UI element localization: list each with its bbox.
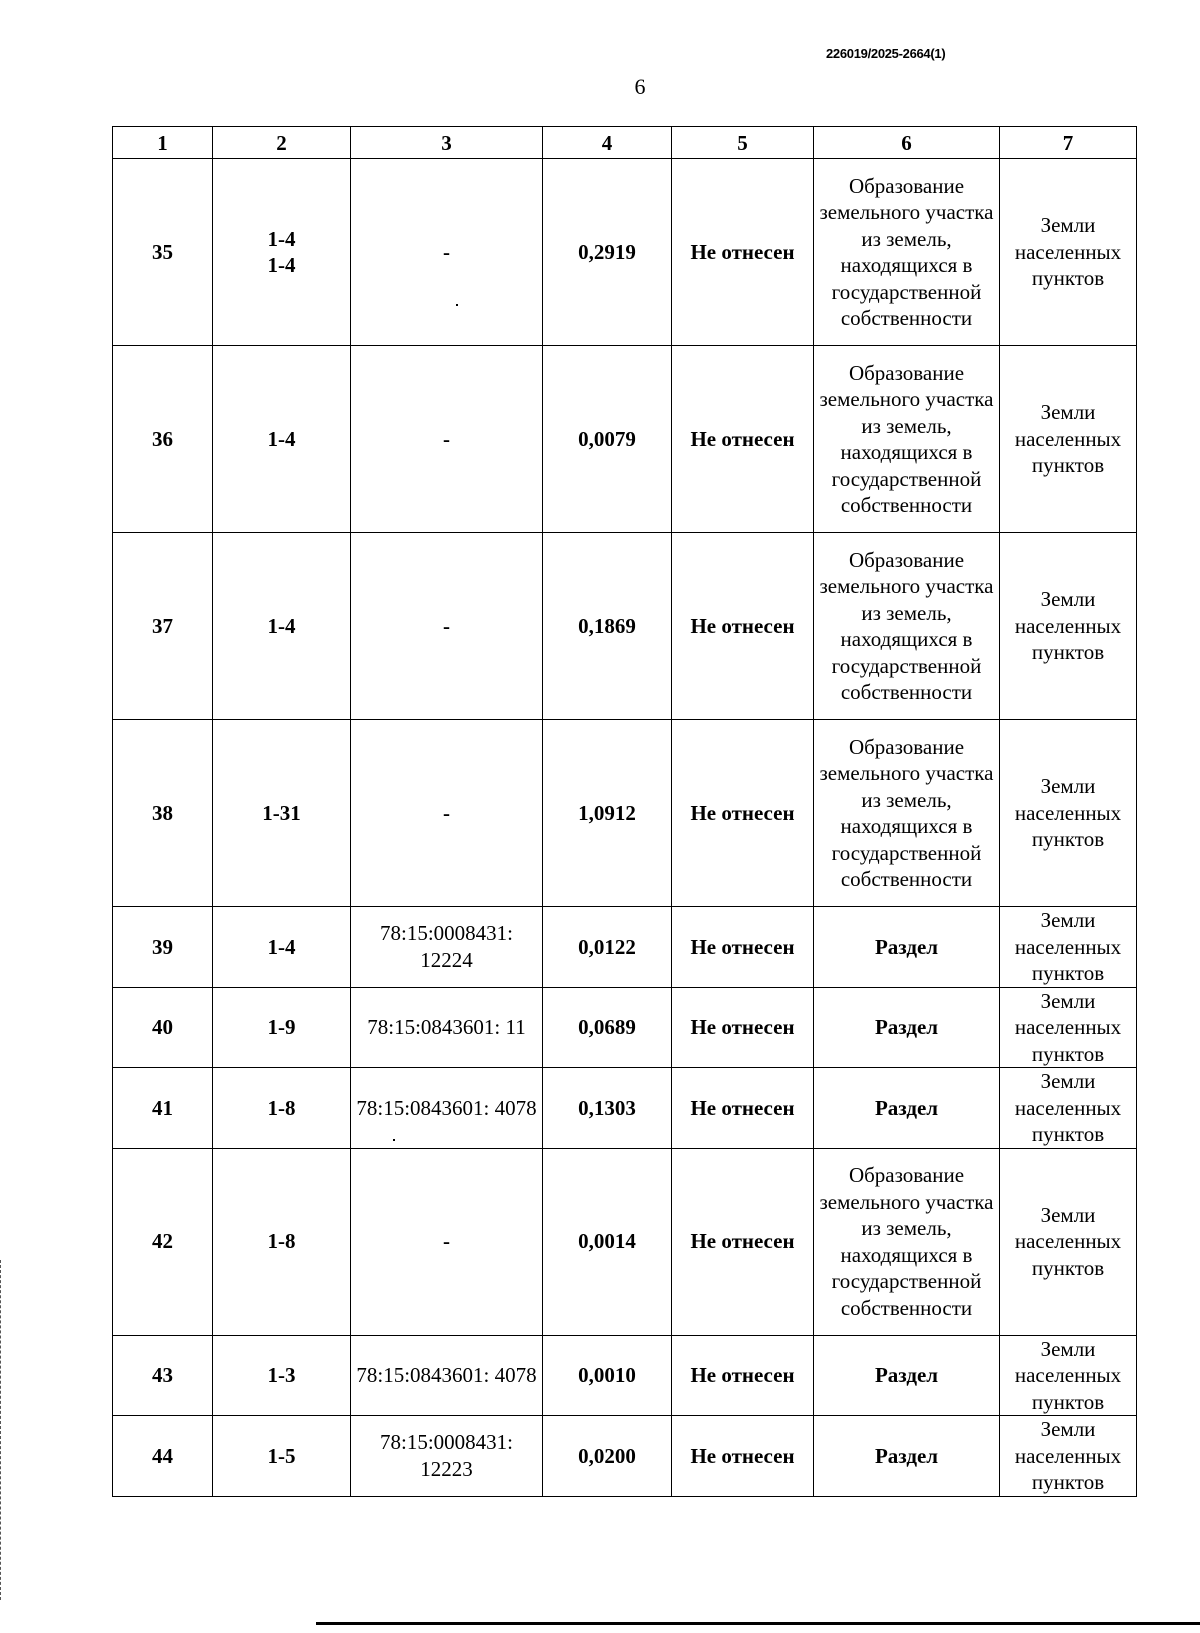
document-number: 226019/2025-2664(1) bbox=[826, 46, 946, 61]
status-value: Не отнесен bbox=[672, 720, 814, 907]
points-cell bbox=[213, 1068, 351, 1149]
land-category: Земли населенных пунктов bbox=[1000, 720, 1137, 907]
area-value: 0,1869 bbox=[543, 533, 672, 720]
row-number: 37 bbox=[113, 533, 213, 720]
table-row bbox=[113, 907, 1137, 988]
bottom-border-line bbox=[316, 1622, 1200, 1625]
status-value: Не отнесен bbox=[672, 987, 814, 1068]
row-number: 40 bbox=[113, 987, 213, 1068]
area-value: 0,2919 bbox=[543, 159, 672, 346]
points-cell bbox=[213, 533, 351, 720]
cadastral-number: 78:15:0008431: 12223 bbox=[351, 1416, 543, 1497]
points-cell bbox=[213, 1148, 351, 1335]
area-value: 1,0912 bbox=[543, 720, 672, 907]
formation-method: Образование земельного участка из земель, находящихся в государственной собственности bbox=[814, 1148, 1000, 1335]
points-cell bbox=[213, 159, 351, 346]
cadastral-number: - bbox=[351, 1148, 543, 1335]
column-header: 4 bbox=[543, 127, 672, 159]
area-value: 0,1303 bbox=[543, 1068, 672, 1149]
table-row bbox=[113, 720, 1137, 907]
scan-edge-mark bbox=[0, 1260, 2, 1600]
cadastral-number: 78:15:0008431: 12224 bbox=[351, 907, 543, 988]
formation-method: Раздел bbox=[814, 907, 1000, 988]
status-value: Не отнесен bbox=[672, 1335, 814, 1416]
column-header: 2 bbox=[213, 127, 351, 159]
formation-method: Образование земельного участка из земель, находящихся в государственной собственности bbox=[814, 533, 1000, 720]
points-cell bbox=[213, 720, 351, 907]
scan-speck bbox=[456, 304, 458, 306]
cadastral-number: - bbox=[351, 159, 543, 346]
points-value: 1-5 bbox=[267, 1443, 296, 1468]
area-value: 0,0200 bbox=[543, 1416, 672, 1497]
formation-method: Образование земельного участка из земель, находящихся в государственной собственности bbox=[814, 346, 1000, 533]
column-header: 1 bbox=[113, 127, 213, 159]
table-row bbox=[113, 346, 1137, 533]
points-value: 1-4 bbox=[267, 613, 296, 638]
table-row bbox=[113, 1416, 1137, 1497]
row-number: 42 bbox=[113, 1148, 213, 1335]
table-row bbox=[113, 1148, 1137, 1335]
land-category: Земли населенных пунктов bbox=[1000, 159, 1137, 346]
points-value: 1-9 bbox=[267, 1015, 296, 1039]
page-number: 6 bbox=[634, 74, 646, 99]
formation-method: Образование земельного участка из земель, находящихся в государственной собственности bbox=[814, 159, 1000, 346]
cadastral-number: - bbox=[351, 346, 543, 533]
status-value: Не отнесен bbox=[672, 1148, 814, 1335]
area-value: 0,0010 bbox=[543, 1335, 672, 1416]
points-value: 1-4 bbox=[267, 226, 296, 251]
status-value: Не отнесен bbox=[672, 1416, 814, 1497]
points-cell bbox=[213, 346, 351, 533]
status-value: Не отнесен bbox=[672, 346, 814, 533]
row-number: 43 bbox=[113, 1335, 213, 1416]
land-category: Земли населенных пунктов bbox=[1000, 1068, 1137, 1149]
points-cell bbox=[213, 1416, 351, 1497]
land-category: Земли населенных пунктов bbox=[1000, 987, 1137, 1068]
points-value: 1-3 bbox=[267, 1363, 296, 1387]
points-cell bbox=[213, 907, 351, 988]
area-value: 0,0014 bbox=[543, 1148, 672, 1335]
table-row bbox=[113, 533, 1137, 720]
status-value: Не отнесен bbox=[672, 907, 814, 988]
column-header: 7 bbox=[1000, 127, 1137, 159]
points-value: 1-4 bbox=[267, 253, 296, 277]
formation-method: Раздел bbox=[814, 1416, 1000, 1497]
land-category: Земли населенных пунктов bbox=[1000, 1335, 1137, 1416]
cadastral-number: - bbox=[351, 720, 543, 907]
scan-speck bbox=[393, 1139, 395, 1141]
table-row bbox=[113, 159, 1137, 346]
table-row bbox=[113, 987, 1137, 1068]
area-value: 0,0079 bbox=[543, 346, 672, 533]
land-category: Земли населенных пунктов bbox=[1000, 346, 1137, 533]
column-header: 3 bbox=[351, 127, 543, 159]
cadastral-number: 78:15:0843601: 4078 bbox=[351, 1335, 543, 1416]
land-category: Земли населенных пунктов bbox=[1000, 907, 1137, 988]
column-header: 5 bbox=[672, 127, 814, 159]
points-value: 1-8 bbox=[267, 1229, 296, 1254]
row-number: 38 bbox=[113, 720, 213, 907]
column-header: 6 bbox=[814, 127, 1000, 159]
table-row bbox=[113, 1068, 1137, 1149]
points-value: 1-4 bbox=[267, 934, 296, 959]
formation-method: Раздел bbox=[814, 1068, 1000, 1149]
status-value: Не отнесен bbox=[672, 159, 814, 346]
area-value: 0,0689 bbox=[543, 987, 672, 1068]
formation-method: Образование земельного участка из земель, находящихся в государственной собственности bbox=[814, 720, 1000, 907]
row-number: 39 bbox=[113, 907, 213, 988]
formation-method: Раздел bbox=[814, 987, 1000, 1068]
status-value: Не отнесен bbox=[672, 1068, 814, 1149]
row-number: 41 bbox=[113, 1068, 213, 1149]
land-category: Земли населенных пунктов bbox=[1000, 1416, 1137, 1497]
land-category: Земли населенных пунктов bbox=[1000, 1148, 1137, 1335]
table-header-row bbox=[113, 127, 1137, 159]
points-value: 1-4 bbox=[267, 426, 296, 451]
points-cell bbox=[213, 987, 351, 1068]
points-value: 1-31 bbox=[262, 800, 301, 825]
points-cell bbox=[213, 1335, 351, 1416]
row-number: 36 bbox=[113, 346, 213, 533]
cadastral-number: 78:15:0843601: 11 bbox=[351, 987, 543, 1068]
land-plots-table bbox=[112, 126, 1137, 1497]
row-number: 35 bbox=[113, 159, 213, 346]
formation-method: Раздел bbox=[814, 1335, 1000, 1416]
status-value: Не отнесен bbox=[672, 533, 814, 720]
table-row bbox=[113, 1335, 1137, 1416]
cadastral-number: - bbox=[351, 533, 543, 720]
cadastral-number: 78:15:0843601: 4078 bbox=[351, 1068, 543, 1149]
row-number: 44 bbox=[113, 1416, 213, 1497]
land-category: Земли населенных пунктов bbox=[1000, 533, 1137, 720]
area-value: 0,0122 bbox=[543, 907, 672, 988]
points-value: 1-8 bbox=[267, 1095, 296, 1120]
